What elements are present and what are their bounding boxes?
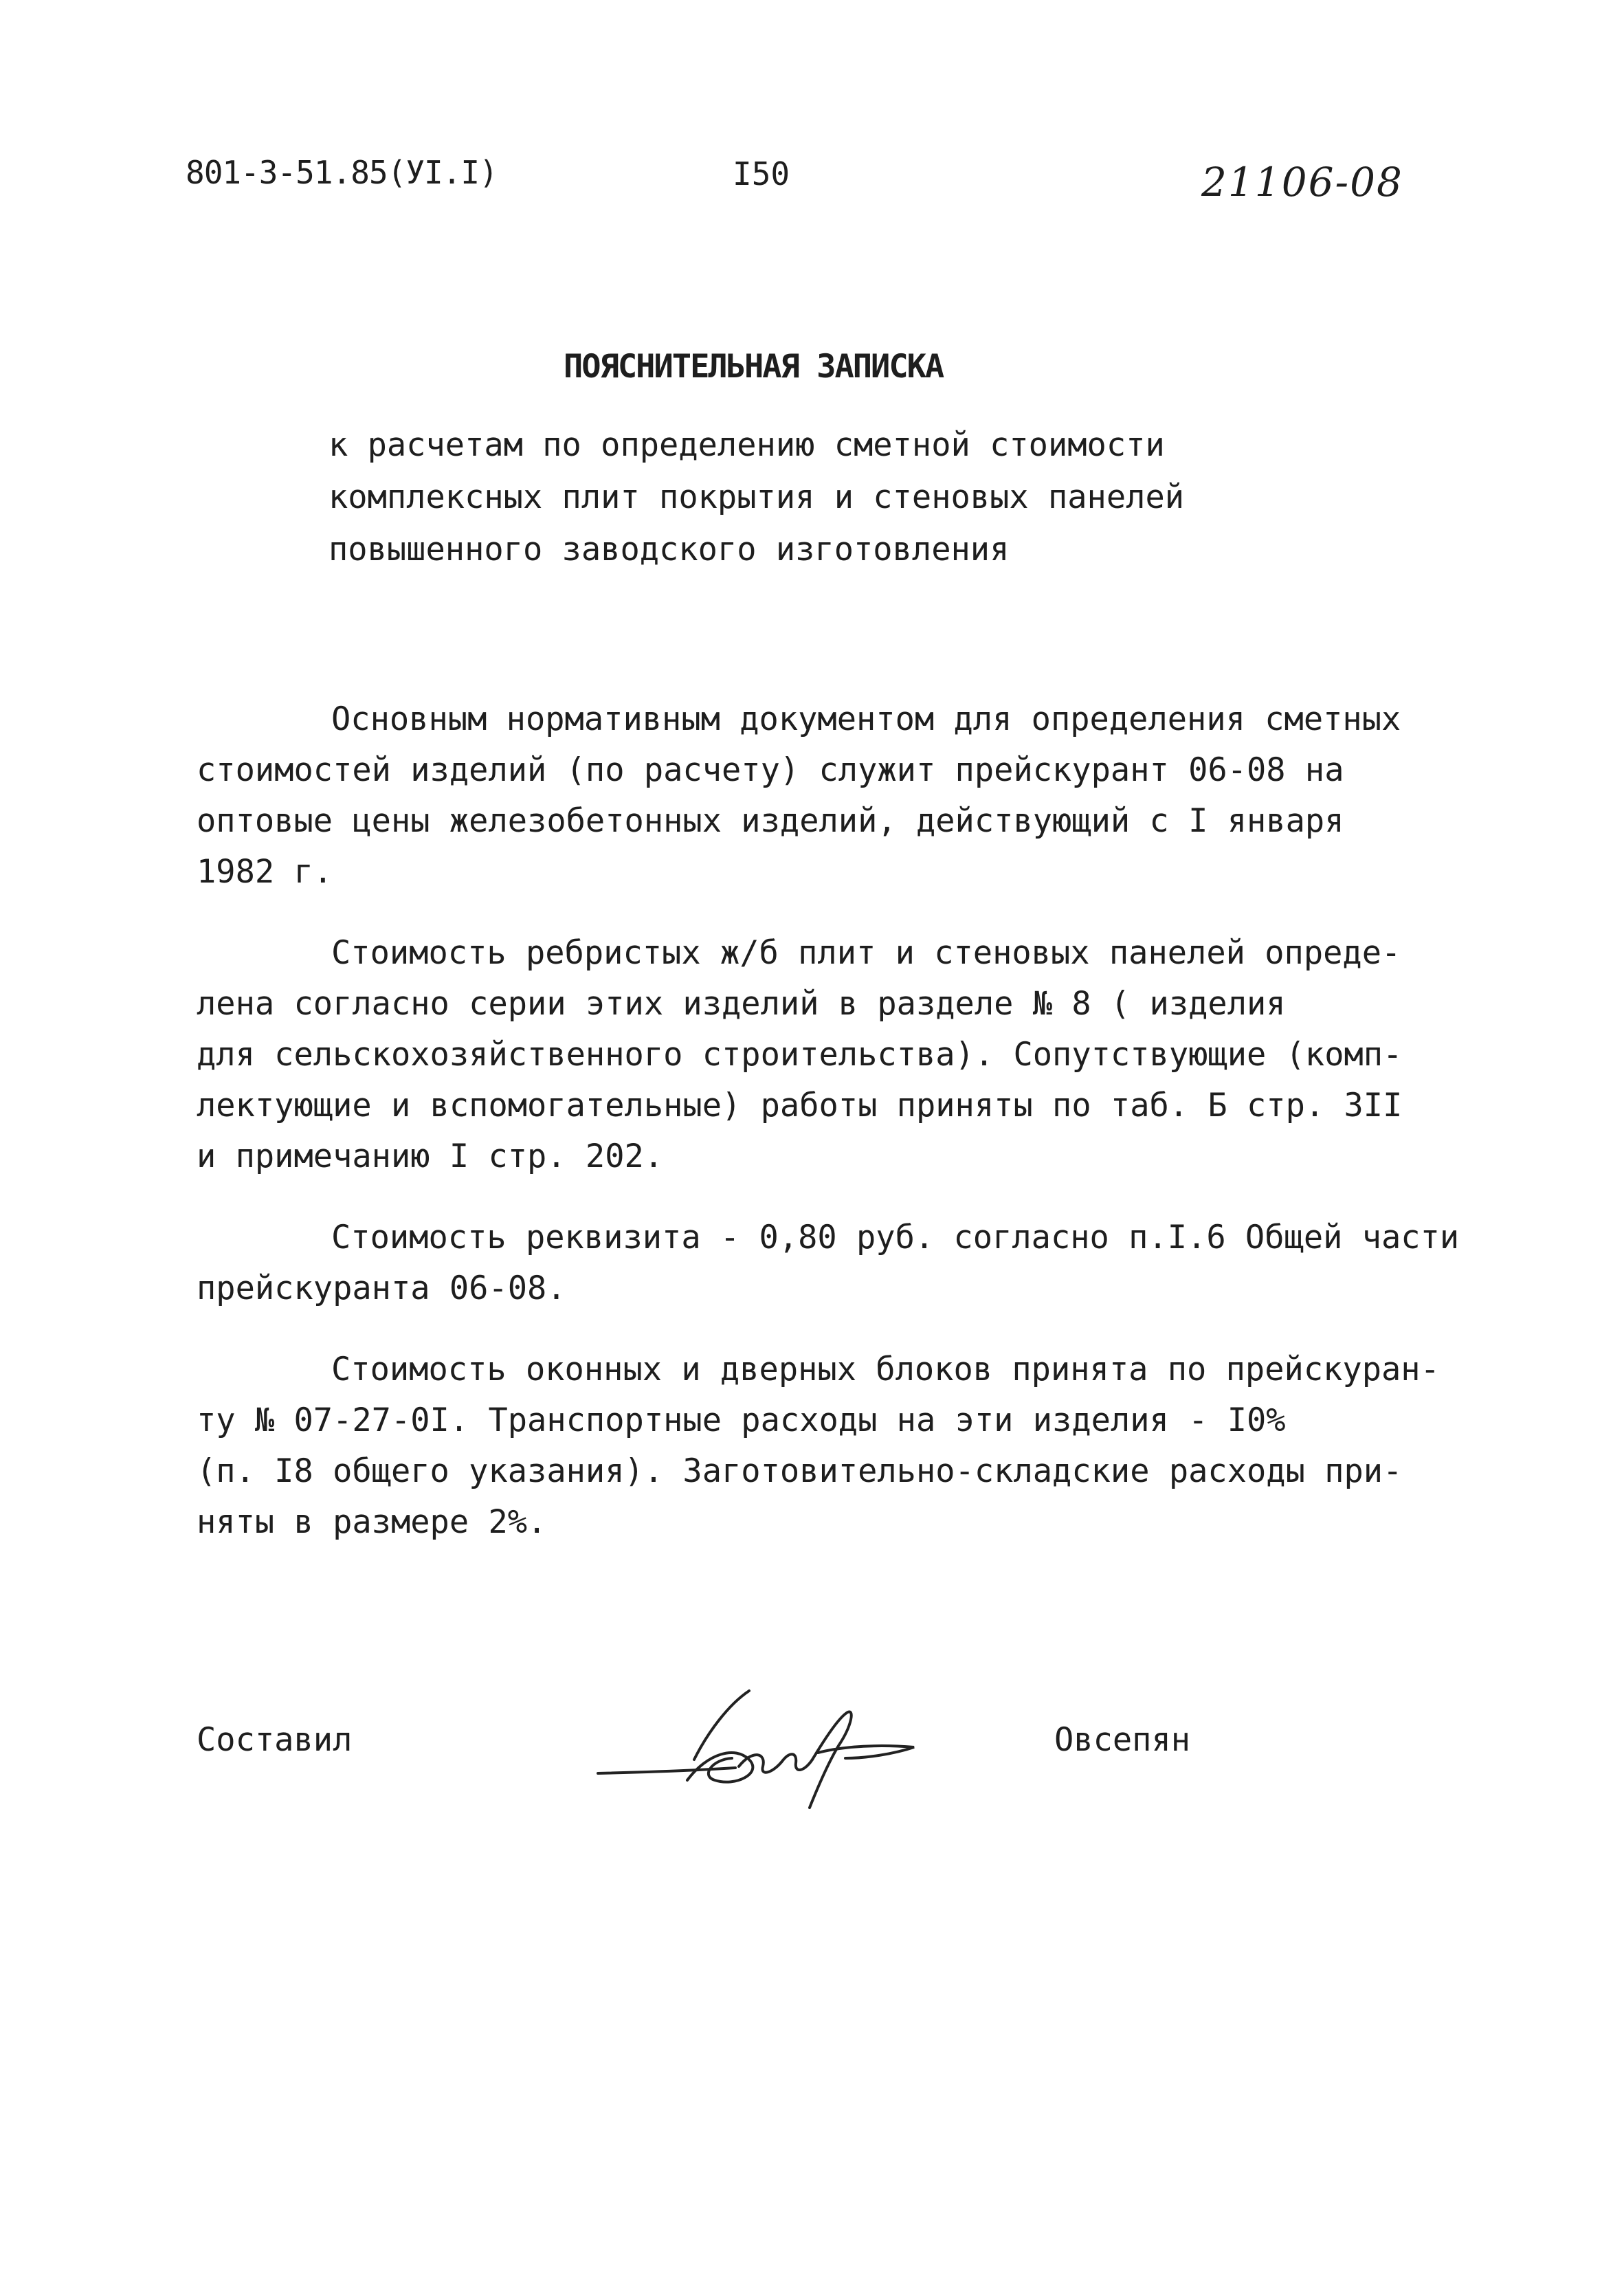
- paragraph-normative-document: [197, 694, 1585, 898]
- subtitle-line: комплексных плит покрытия и стеновых панелей: [329, 478, 1185, 516]
- signature-label: Составил: [197, 1721, 353, 1759]
- signature-block: [0, 1677, 1624, 1828]
- paragraph-line: лена согласно серии этих изделий в разделе № 8 ( изделия: [197, 985, 1286, 1023]
- paragraph-line: стоимостей изделий (по расчету) служит прейскурант 06-08 на: [197, 751, 1344, 789]
- handwritten-archive-number: 21106-08: [1201, 159, 1403, 206]
- handwritten-signature-icon: [591, 1677, 921, 1815]
- document-code: 801-3-51.85(УI.I): [186, 154, 498, 191]
- paragraph-line: Стоимость оконных и дверных блоков принята по прейскуран-: [331, 1351, 1440, 1388]
- paragraph-line: прейскуранта 06-08.: [197, 1269, 566, 1307]
- paragraph-line: Основным нормативным документом для определения сметных: [331, 700, 1401, 738]
- author-name: Овсепян: [1054, 1721, 1191, 1759]
- paragraph-window-door-blocks: [197, 1344, 1585, 1548]
- paragraph-ribbed-slabs: [197, 928, 1585, 1182]
- document-title: ПОЯСНИТЕЛЬНАЯ ЗАПИСКА: [564, 348, 944, 386]
- paragraph-line: Стоимость реквизита - 0,80 руб. согласно п.I.6 Общей части: [331, 1219, 1460, 1256]
- paragraph-line: няты в размере 2%.: [197, 1503, 547, 1541]
- paragraph-line: оптовые цены железобетонных изделий, действующий с I января: [197, 802, 1344, 840]
- paragraph-line: (п. I8 общего указания). Заготовительно-складские расходы при-: [197, 1452, 1403, 1490]
- paragraph-line: для сельскохозяйственного строительства). Сопутствующие (комп-: [197, 1036, 1403, 1074]
- subtitle-line: к расчетам по определению сметной стоимости: [329, 426, 1165, 464]
- subtitle-line: повышенного заводского изготовления: [329, 531, 1010, 568]
- page-number: I50: [733, 155, 790, 192]
- paragraph-requisite-cost: [197, 1212, 1585, 1314]
- paragraph-line: 1982 г.: [197, 853, 333, 891]
- paragraph-line: лектующие и вспомогательные) работы приняты по таб. Б стр. 3II: [197, 1087, 1403, 1124]
- paragraph-line: Стоимость ребристых ж/б плит и стеновых панелей опреде-: [331, 934, 1401, 972]
- document-subtitle: [329, 419, 1359, 576]
- paragraph-line: ту № 07-27-0I. Транспортные расходы на эти изделия - I0%: [197, 1401, 1286, 1439]
- paragraph-line: и примечанию I стр. 202.: [197, 1138, 664, 1175]
- document-body: [197, 694, 1585, 1578]
